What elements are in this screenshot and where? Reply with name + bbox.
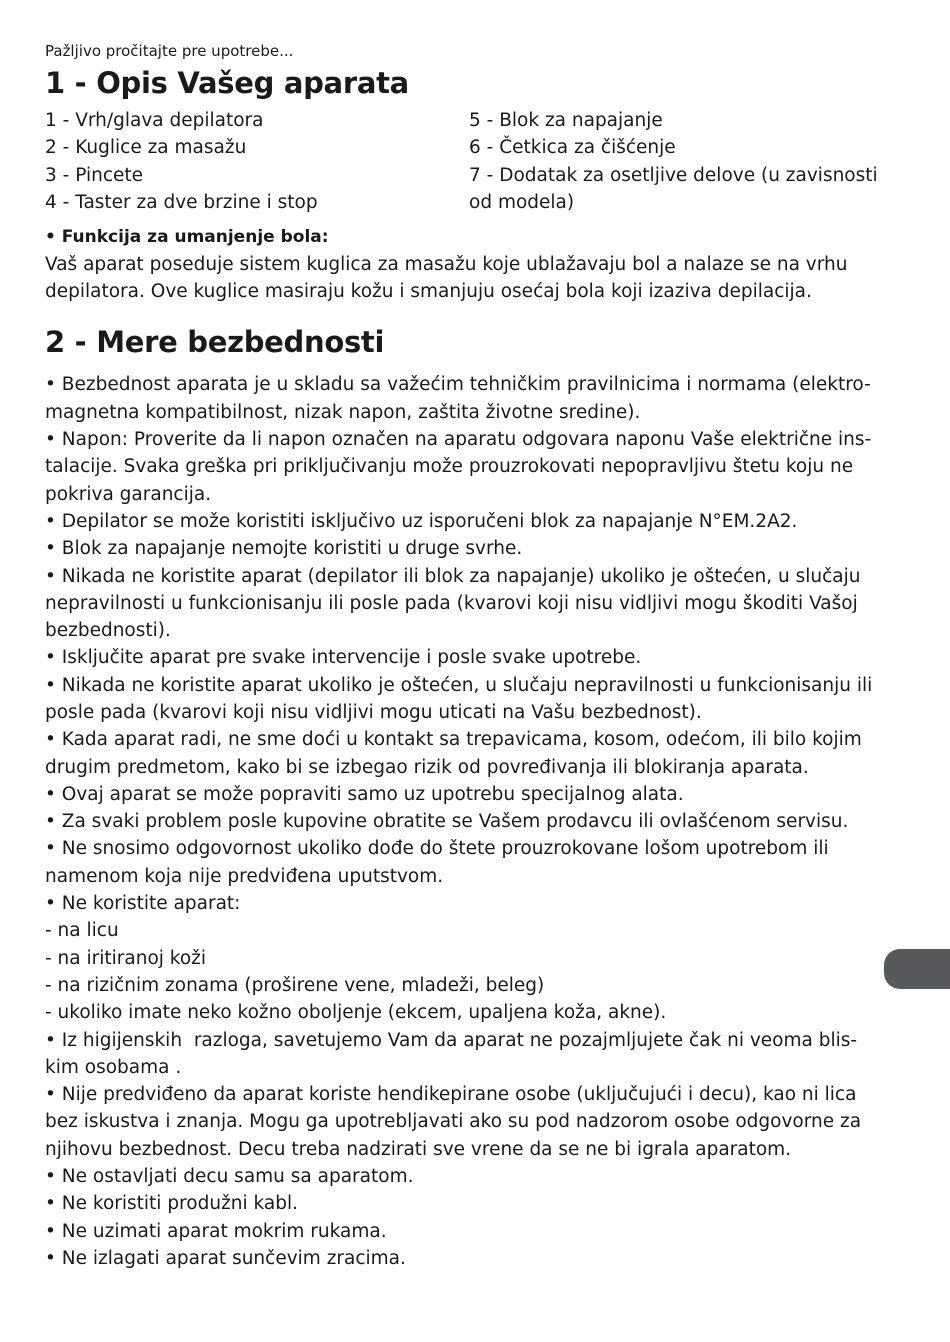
safety-line: namenom koja nije predviđena uputstvom. <box>45 865 444 887</box>
safety-line: bez iskustva i znanja. Mogu ga upotrebljavati ako su pod nadzorom osobe odgovorne za <box>45 1111 862 1133</box>
section-1-title: 1 - Opis Vašeg aparata <box>45 66 409 100</box>
part-item: 5 - Blok za napajanje <box>469 110 663 131</box>
safety-line: • Ovaj aparat se može popraviti samo uz upotrebu specijalnog alata. <box>45 783 684 805</box>
part-item: 2 - Kuglice za masažu <box>45 137 247 159</box>
safety-line: posle pada (kvarovi koji nisu vidljivi mogu uticati na Vašu bezbednost). <box>45 702 702 723</box>
part-item: 1 - Vrh/glava depilatora <box>45 110 264 131</box>
safety-line: drugim predmetom, kako bi se izbegao rizik od povređivanja ili blokiranja aparata. <box>45 756 809 778</box>
part-item: 3 - Pincete <box>45 164 144 186</box>
safety-line: • Nikada ne koristite aparat ukoliko je oštećen, u slučaju nepravilnosti u funkcionisanju ili <box>45 674 873 696</box>
part-item: od modela) <box>469 192 575 214</box>
feature-text-line: Vaš aparat poseduje sistem kuglica za masažu koje ublažavaju bol a nalaze se na vrhu <box>45 253 848 275</box>
safety-line: pokriva garancija. <box>45 483 212 505</box>
parts-list-left <box>45 107 469 217</box>
safety-line: • Iz higijenskih razloga, savetujemo Vam da aparat ne pozajmljujete čak ni veoma blis- <box>45 1029 858 1051</box>
safety-line: - na rizičnim zonama (proširene vene, mladeži, beleg) <box>45 974 545 996</box>
section-2-title: 2 - Mere bezbednosti <box>45 325 385 360</box>
safety-line: bezbednosti). <box>45 620 171 642</box>
safety-line: • Ne snosimo odgovornost ukoliko dođe do štete prouzrokovane lošom upotrebom ili <box>45 838 829 860</box>
safety-line: • Ne koristiti produžni kabl. <box>45 1193 298 1215</box>
safety-line: nepravilnosti u funkcionisanju ili posle pada (kvarovi koji nisu vidljivi mogu škoditi Vašoj <box>45 592 858 614</box>
part-item: 6 - Četkica za čišćenje <box>469 137 676 159</box>
safety-line: • Za svaki problem posle kupovine obratite se Vašem prodavcu ili ovlašćenom servisu. <box>45 811 849 833</box>
safety-line: magnetna kompatibilnost, nizak napon, zaštita životne sredine). <box>45 401 641 423</box>
safety-line: • Ne ostavljati decu samu sa aparatom. <box>45 1166 414 1188</box>
safety-line: • Ne uzimati aparat mokrim rukama. <box>45 1220 387 1242</box>
safety-line: kim osobama . <box>45 1056 182 1078</box>
parts-list-right <box>469 107 879 217</box>
safety-line: • Kada aparat radi, ne sme doći u kontakt sa trepavicama, kosom, odećom, ili bilo kojim <box>45 729 862 751</box>
safety-line: • Nije predviđeno da aparat koriste hendikepirane osobe (uključujući i decu), kao ni lica <box>45 1084 857 1106</box>
safety-line: • Ne koristite aparat: <box>45 893 241 915</box>
safety-line: • Nikada ne koristite aparat (depilator ili blok za napajanje) ukoliko je oštećen, u slučaju <box>45 565 861 587</box>
part-item: 4 - Taster za dve brzine i stop <box>45 192 318 214</box>
feature-text-line: depilatora. Ove kuglice masiraju kožu i smanjuju osećaj bola koji izaziva depilacija. <box>45 281 812 303</box>
safety-line: njihovu bezbednost. Decu treba nadzirati sve vrene da se ne bi igrala aparatom. <box>45 1138 792 1160</box>
parts-list <box>45 107 880 217</box>
safety-line: • Depilator se može koristiti isključivo uz isporučeni blok za napajanje N°EM.2A2. <box>45 510 798 532</box>
safety-line: - ukoliko imate neko kožno oboljenje (ekcem, upaljena koža, akne). <box>45 1002 667 1024</box>
safety-line: • Bezbednost aparata je u skladu sa važećim tehničkim pravilnicima i normama (elektro- <box>45 374 871 396</box>
intro-note: Pažljivo pročitajte pre upotrebe... <box>45 42 294 60</box>
safety-line: • Ne izlagati aparat sunčevim zracima. <box>45 1247 406 1269</box>
safety-line: talacije. Svaka greška pri priključivanju može prouzrokovati nepopravljivu štetu koju ne <box>45 456 854 478</box>
part-item: 7 - Dodatak za osetljive delove (u zavisnosti <box>469 164 878 186</box>
safety-list <box>45 371 880 1272</box>
safety-line: - na iritiranoj koži <box>45 947 207 969</box>
safety-line: • Napon: Proverite da li napon označen na aparatu odgovara naponu Vaše električne ins- <box>45 429 872 451</box>
feature-title: • Funkcija za umanjenje bola: <box>45 226 329 247</box>
safety-line: - na licu <box>45 920 119 942</box>
safety-line: • Isključite aparat pre svake intervencije i posle svake upotrebe. <box>45 647 642 669</box>
safety-line: • Blok za napajanje nemojte koristiti u druge svrhe. <box>45 538 523 560</box>
manual-page <box>45 40 880 1272</box>
chapter-tab-marker <box>884 949 950 989</box>
